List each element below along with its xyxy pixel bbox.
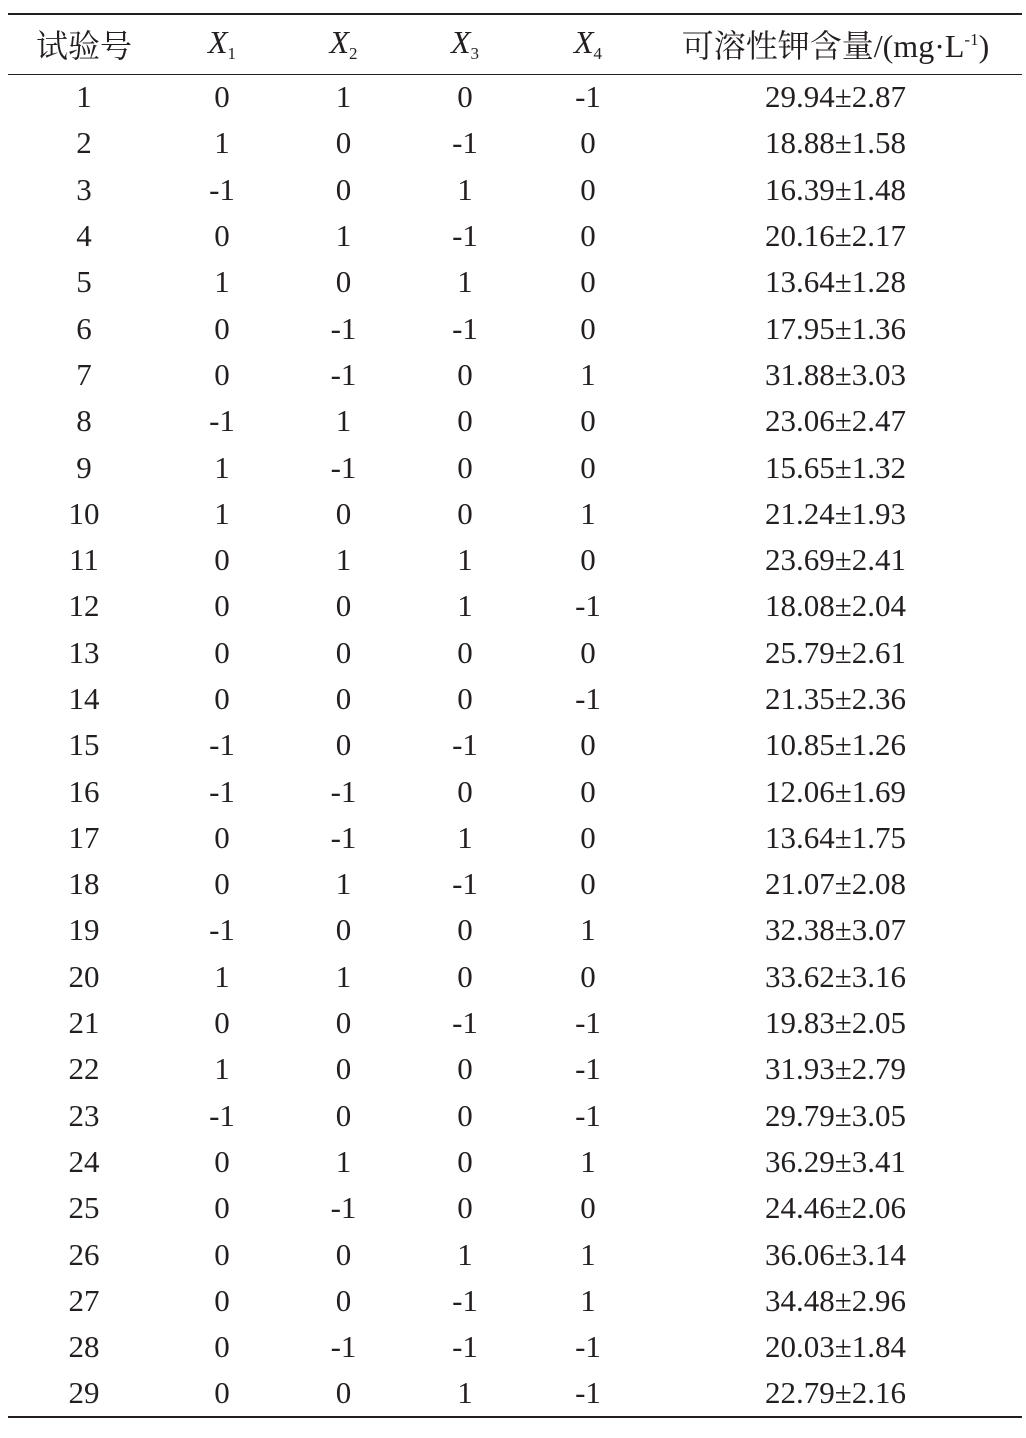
cell-x3-value: 0	[457, 449, 473, 485]
cell-x2-value: 0	[284, 1370, 403, 1416]
cell-x3-value: 0	[457, 1051, 473, 1087]
cell-x1-value: 0	[214, 681, 230, 716]
cell-x3-value: 0	[457, 912, 473, 948]
cell-x4-value: -1	[527, 1370, 649, 1416]
header-x3-subscript: 3	[470, 44, 480, 64]
cell-trial-number: 16	[68, 773, 100, 809]
cell-x4-value: 0	[580, 403, 596, 439]
cell-soluble-potassium-value: 29.94±2.87	[764, 79, 906, 115]
cell-x2-value: 1	[335, 218, 352, 254]
cell-x2-value: 0	[335, 727, 352, 763]
cell-x4-value: -1	[575, 1329, 601, 1365]
cell-soluble-potassium-value: 13.64±1.75	[764, 819, 906, 855]
cell-x1-value: 0	[214, 356, 230, 392]
cell-x4-value: -1	[575, 1097, 601, 1133]
header-x2-letter: X	[329, 24, 350, 61]
cell-soluble-potassium-value: 34.48±2.96	[764, 1282, 906, 1318]
cell-x1-value: 1	[214, 264, 230, 300]
cell-trial-number: 19	[68, 912, 100, 948]
cell-trial-number: 4	[76, 218, 92, 254]
header-x3	[403, 14, 527, 74]
cell-x4-value: 0	[580, 773, 596, 809]
cell-x4-value: 0	[580, 727, 596, 763]
header-x1	[160, 14, 284, 74]
table-row	[8, 1324, 1022, 1370]
cell-soluble-potassium-value: 24.46±2.06	[764, 1190, 906, 1226]
cell-x4-value: -1	[575, 1051, 601, 1087]
table-row	[8, 1185, 1022, 1231]
table-body	[8, 74, 1022, 1417]
cell-x2-value: 0	[335, 264, 352, 300]
cell-trial-number: 21	[68, 1005, 100, 1041]
table-row	[8, 305, 1022, 351]
cell-x3-value: -1	[452, 1005, 478, 1041]
cell-x1-value: 1	[214, 495, 230, 531]
cell-soluble-potassium-value: 18.88±1.58	[764, 125, 906, 161]
header-x4	[527, 14, 649, 74]
table-header-row	[8, 14, 1022, 74]
table-row	[8, 1370, 1022, 1416]
cell-soluble-potassium-value: 25.79±2.61	[764, 634, 906, 670]
cell-trial-number: 27	[68, 1282, 100, 1318]
cell-trial-number: 8	[76, 403, 92, 439]
cell-trial-number: 24	[68, 1143, 100, 1179]
table-row	[8, 120, 1022, 166]
cell-x4-value: 1	[580, 1282, 596, 1318]
cell-trial-number: 15	[68, 727, 100, 763]
cell-x4-value: 0	[580, 449, 596, 485]
cell-x1-value: 0	[214, 1190, 230, 1226]
cell-x3-value: 0	[457, 634, 473, 670]
cell-x3-value: 1	[457, 542, 473, 578]
cell-x2-value: 0	[335, 125, 352, 161]
cell-x4-value: 0	[580, 634, 596, 670]
cell-soluble-potassium-value: 32.38±3.07	[764, 912, 906, 948]
cell-x2-value: -1	[330, 773, 357, 809]
cell-trial-number: 26	[68, 1236, 100, 1272]
cell-x3-value: -1	[452, 866, 478, 902]
cell-x2-value: 0	[335, 681, 352, 716]
header-response-superscript: -1	[964, 30, 979, 50]
cell-x1-value: 1	[214, 958, 230, 994]
cell-x4-value: 0	[580, 125, 596, 161]
experiment-results-table	[8, 13, 1022, 1418]
cell-trial-number: 1	[76, 79, 92, 115]
cell-soluble-potassium-value: 21.24±1.93	[764, 495, 906, 531]
table-row	[8, 1139, 1022, 1185]
table-row	[8, 491, 1022, 537]
cell-soluble-potassium-value: 20.16±2.17	[764, 218, 906, 254]
table-row	[8, 1093, 1022, 1139]
cell-trial-number: 22	[68, 1051, 100, 1087]
cell-soluble-potassium-value: 15.65±1.32	[764, 449, 906, 485]
cell-x1-value: -1	[209, 171, 235, 207]
cell-x1-value: -1	[209, 403, 235, 439]
cell-x1-value: 0	[214, 1143, 230, 1179]
cell-trial-number: 2	[76, 125, 92, 161]
cell-x4-value: 0	[580, 264, 596, 300]
cell-x2-value: -1	[330, 310, 357, 346]
cell-x4-value: 0	[580, 819, 596, 855]
cell-x3-value: 0	[457, 1143, 473, 1179]
cell-x3-value: 1	[457, 588, 473, 624]
cell-x2-value: 1	[335, 958, 352, 994]
cell-x2-value: 1	[335, 542, 352, 578]
table-row	[8, 537, 1022, 583]
cell-x2-value: 0	[335, 634, 352, 670]
cell-x3-value: 0	[457, 356, 473, 392]
cell-x1-value: -1	[209, 1097, 235, 1133]
cell-x1-value: 0	[214, 218, 230, 254]
cell-soluble-potassium-value: 20.03±1.84	[764, 1329, 906, 1365]
table-row	[8, 1278, 1022, 1324]
table-row	[8, 583, 1022, 629]
table-row	[8, 398, 1022, 444]
cell-x4-value: 0	[580, 218, 596, 254]
header-response-close: )	[978, 28, 990, 65]
cell-trial-number: 10	[68, 495, 100, 531]
cell-trial-number: 14	[68, 681, 100, 716]
table-row	[8, 954, 1022, 1000]
cell-soluble-potassium-value: 23.06±2.47	[764, 403, 906, 439]
cell-soluble-potassium-value: 16.39±1.48	[764, 171, 906, 207]
cell-x1-value: 0	[160, 1370, 284, 1416]
table-row	[8, 768, 1022, 814]
header-x2-subscript: 2	[349, 44, 358, 64]
cell-soluble-potassium-value: 21.07±2.08	[764, 866, 906, 902]
cell-x1-value: 1	[214, 125, 230, 161]
cell-x2-value: 0	[335, 171, 352, 207]
header-x4-subscript: 4	[593, 44, 603, 64]
cell-soluble-potassium-value: 12.06±1.69	[764, 773, 906, 809]
cell-x3-value: 0	[457, 681, 473, 716]
cell-x1-value: -1	[209, 773, 235, 809]
table-row	[8, 722, 1022, 768]
cell-trial-number: 12	[68, 588, 100, 624]
cell-soluble-potassium-value: 17.95±1.36	[764, 310, 906, 346]
cell-soluble-potassium-value: 22.79±2.16	[649, 1370, 1022, 1416]
table-row	[8, 352, 1022, 398]
table-row	[8, 861, 1022, 907]
cell-x3-value: -1	[452, 218, 478, 254]
cell-x4-value: 0	[580, 542, 596, 578]
cell-x1-value: 1	[214, 449, 230, 485]
cell-x3-value: 1	[457, 1236, 473, 1272]
cell-trial-number: 11	[69, 542, 99, 578]
cell-trial-number: 13	[68, 634, 100, 670]
cell-soluble-potassium-value: 31.93±2.79	[764, 1051, 906, 1087]
cell-x4-value: 0	[580, 310, 596, 346]
cell-trial-number: 18	[68, 866, 100, 902]
cell-x1-value: 0	[214, 542, 230, 578]
cell-x1-value: 0	[214, 1005, 230, 1041]
table-row	[8, 907, 1022, 953]
cell-x1-value: 1	[214, 1051, 230, 1087]
cell-x3-value: 0	[457, 495, 473, 531]
cell-x3-value: 0	[457, 403, 473, 439]
cell-x4-value: 0	[580, 1190, 596, 1226]
header-soluble-potassium	[649, 14, 1022, 74]
cell-soluble-potassium-value: 31.88±3.03	[764, 356, 906, 392]
cell-x1-value: 0	[214, 866, 230, 902]
cell-trial-number: 3	[76, 171, 92, 207]
table-row	[8, 1000, 1022, 1046]
cell-trial-number: 28	[68, 1329, 100, 1365]
cell-x2-value: 1	[335, 79, 352, 115]
cell-x2-value: 1	[335, 403, 352, 439]
cell-x2-value: 1	[335, 866, 352, 902]
cell-x3-value: -1	[452, 1282, 478, 1318]
cell-soluble-potassium-value: 33.62±3.16	[764, 958, 906, 994]
cell-x3-value: 0	[457, 773, 473, 809]
data-table-container	[8, 13, 1022, 1418]
table-row	[8, 815, 1022, 861]
cell-soluble-potassium-value: 23.69±2.41	[764, 542, 906, 578]
cell-x4-value: 0	[580, 171, 596, 207]
cell-soluble-potassium-value: 13.64±1.28	[764, 264, 906, 300]
cell-x4-value: 1	[580, 1143, 596, 1179]
header-x3-letter: X	[450, 24, 471, 61]
cell-trial-number: 5	[76, 264, 92, 300]
header-x1-subscript: 1	[227, 44, 237, 64]
table-row	[8, 213, 1022, 259]
cell-x4-value: -1	[575, 79, 601, 115]
cell-x2-value: -1	[330, 356, 357, 392]
cell-x3-value: 0	[457, 79, 473, 115]
cell-x2-value: -1	[330, 819, 357, 855]
cell-trial-number: 9	[76, 449, 92, 485]
cell-x3-value: -1	[452, 1329, 478, 1365]
cell-x2-value: 0	[335, 1236, 352, 1272]
cell-x2-value: 1	[335, 1143, 352, 1179]
table-row	[8, 676, 1022, 722]
cell-x3-value: 1	[457, 171, 473, 207]
cell-x2-value: -1	[330, 1190, 357, 1226]
cell-x2-value: 0	[335, 588, 352, 624]
cell-soluble-potassium-value: 10.85±1.26	[764, 727, 906, 763]
cell-x2-value: 0	[335, 1051, 352, 1087]
cell-soluble-potassium-value: 36.29±3.41	[764, 1143, 906, 1179]
cell-soluble-potassium-value: 18.08±2.04	[764, 588, 906, 624]
cell-x1-value: 0	[214, 1282, 230, 1318]
cell-trial-number: 29	[8, 1370, 160, 1416]
header-response-label: 可溶性钾含量/(mg·L	[681, 28, 965, 65]
cell-x4-value: -1	[575, 1005, 601, 1041]
cell-x2-value: -1	[330, 449, 357, 485]
cell-x2-value: 0	[335, 1005, 352, 1041]
header-trial-number: 试验号	[8, 14, 160, 74]
cell-trial-number: 25	[68, 1190, 100, 1226]
cell-x3-value: -1	[452, 310, 478, 346]
cell-x1-value: 0	[214, 1236, 230, 1272]
cell-x1-value: -1	[209, 727, 235, 763]
cell-x3-value: -1	[452, 727, 478, 763]
cell-x3-value: 1	[403, 1370, 527, 1416]
cell-trial-number: 17	[68, 819, 100, 855]
cell-soluble-potassium-value: 29.79±3.05	[764, 1097, 906, 1133]
cell-soluble-potassium-value: 36.06±3.14	[764, 1236, 906, 1272]
header-x1-letter: X	[207, 24, 228, 61]
cell-x2-value: 0	[335, 495, 352, 531]
cell-x4-value: 1	[580, 1236, 596, 1272]
table-row	[8, 630, 1022, 676]
cell-x4-value: 0	[580, 958, 596, 994]
cell-trial-number: 23	[68, 1097, 100, 1133]
cell-x4-value: -1	[575, 588, 601, 624]
cell-trial-number: 6	[76, 310, 92, 346]
cell-x1-value: 0	[214, 634, 230, 670]
cell-trial-number: 7	[76, 356, 92, 392]
cell-x3-value: -1	[452, 125, 478, 161]
cell-x3-value: 1	[457, 264, 473, 300]
cell-x2-value: -1	[330, 1329, 357, 1365]
cell-x1-value: 0	[214, 1329, 230, 1365]
cell-x4-value: 0	[580, 866, 596, 902]
table-row	[8, 259, 1022, 305]
table-row	[8, 74, 1022, 120]
cell-trial-number: 20	[68, 958, 100, 994]
table-row	[8, 167, 1022, 213]
cell-x1-value: 0	[214, 79, 230, 115]
cell-x1-value: 0	[214, 310, 230, 346]
cell-x4-value: -1	[575, 681, 601, 716]
cell-x3-value: 0	[457, 1190, 473, 1226]
cell-x3-value: 0	[457, 958, 473, 994]
cell-x4-value: 1	[580, 912, 596, 948]
cell-x1-value: 0	[214, 588, 230, 624]
header-x4-letter: X	[573, 24, 594, 61]
cell-x4-value: 1	[580, 356, 596, 392]
cell-x2-value: 0	[335, 1282, 352, 1318]
cell-x2-value: 0	[335, 1097, 352, 1133]
table-row	[8, 1046, 1022, 1092]
cell-x1-value: 0	[214, 819, 230, 855]
cell-x2-value: 0	[335, 912, 352, 948]
table-row	[8, 1231, 1022, 1277]
header-x2	[284, 14, 403, 74]
cell-x3-value: 1	[457, 819, 473, 855]
cell-x4-value: 1	[580, 495, 596, 531]
table-row	[8, 444, 1022, 490]
cell-soluble-potassium-value: 19.83±2.05	[764, 1005, 906, 1041]
cell-x1-value: -1	[209, 912, 235, 948]
cell-soluble-potassium-value: 21.35±2.36	[764, 681, 906, 716]
cell-x3-value: 0	[457, 1097, 473, 1133]
